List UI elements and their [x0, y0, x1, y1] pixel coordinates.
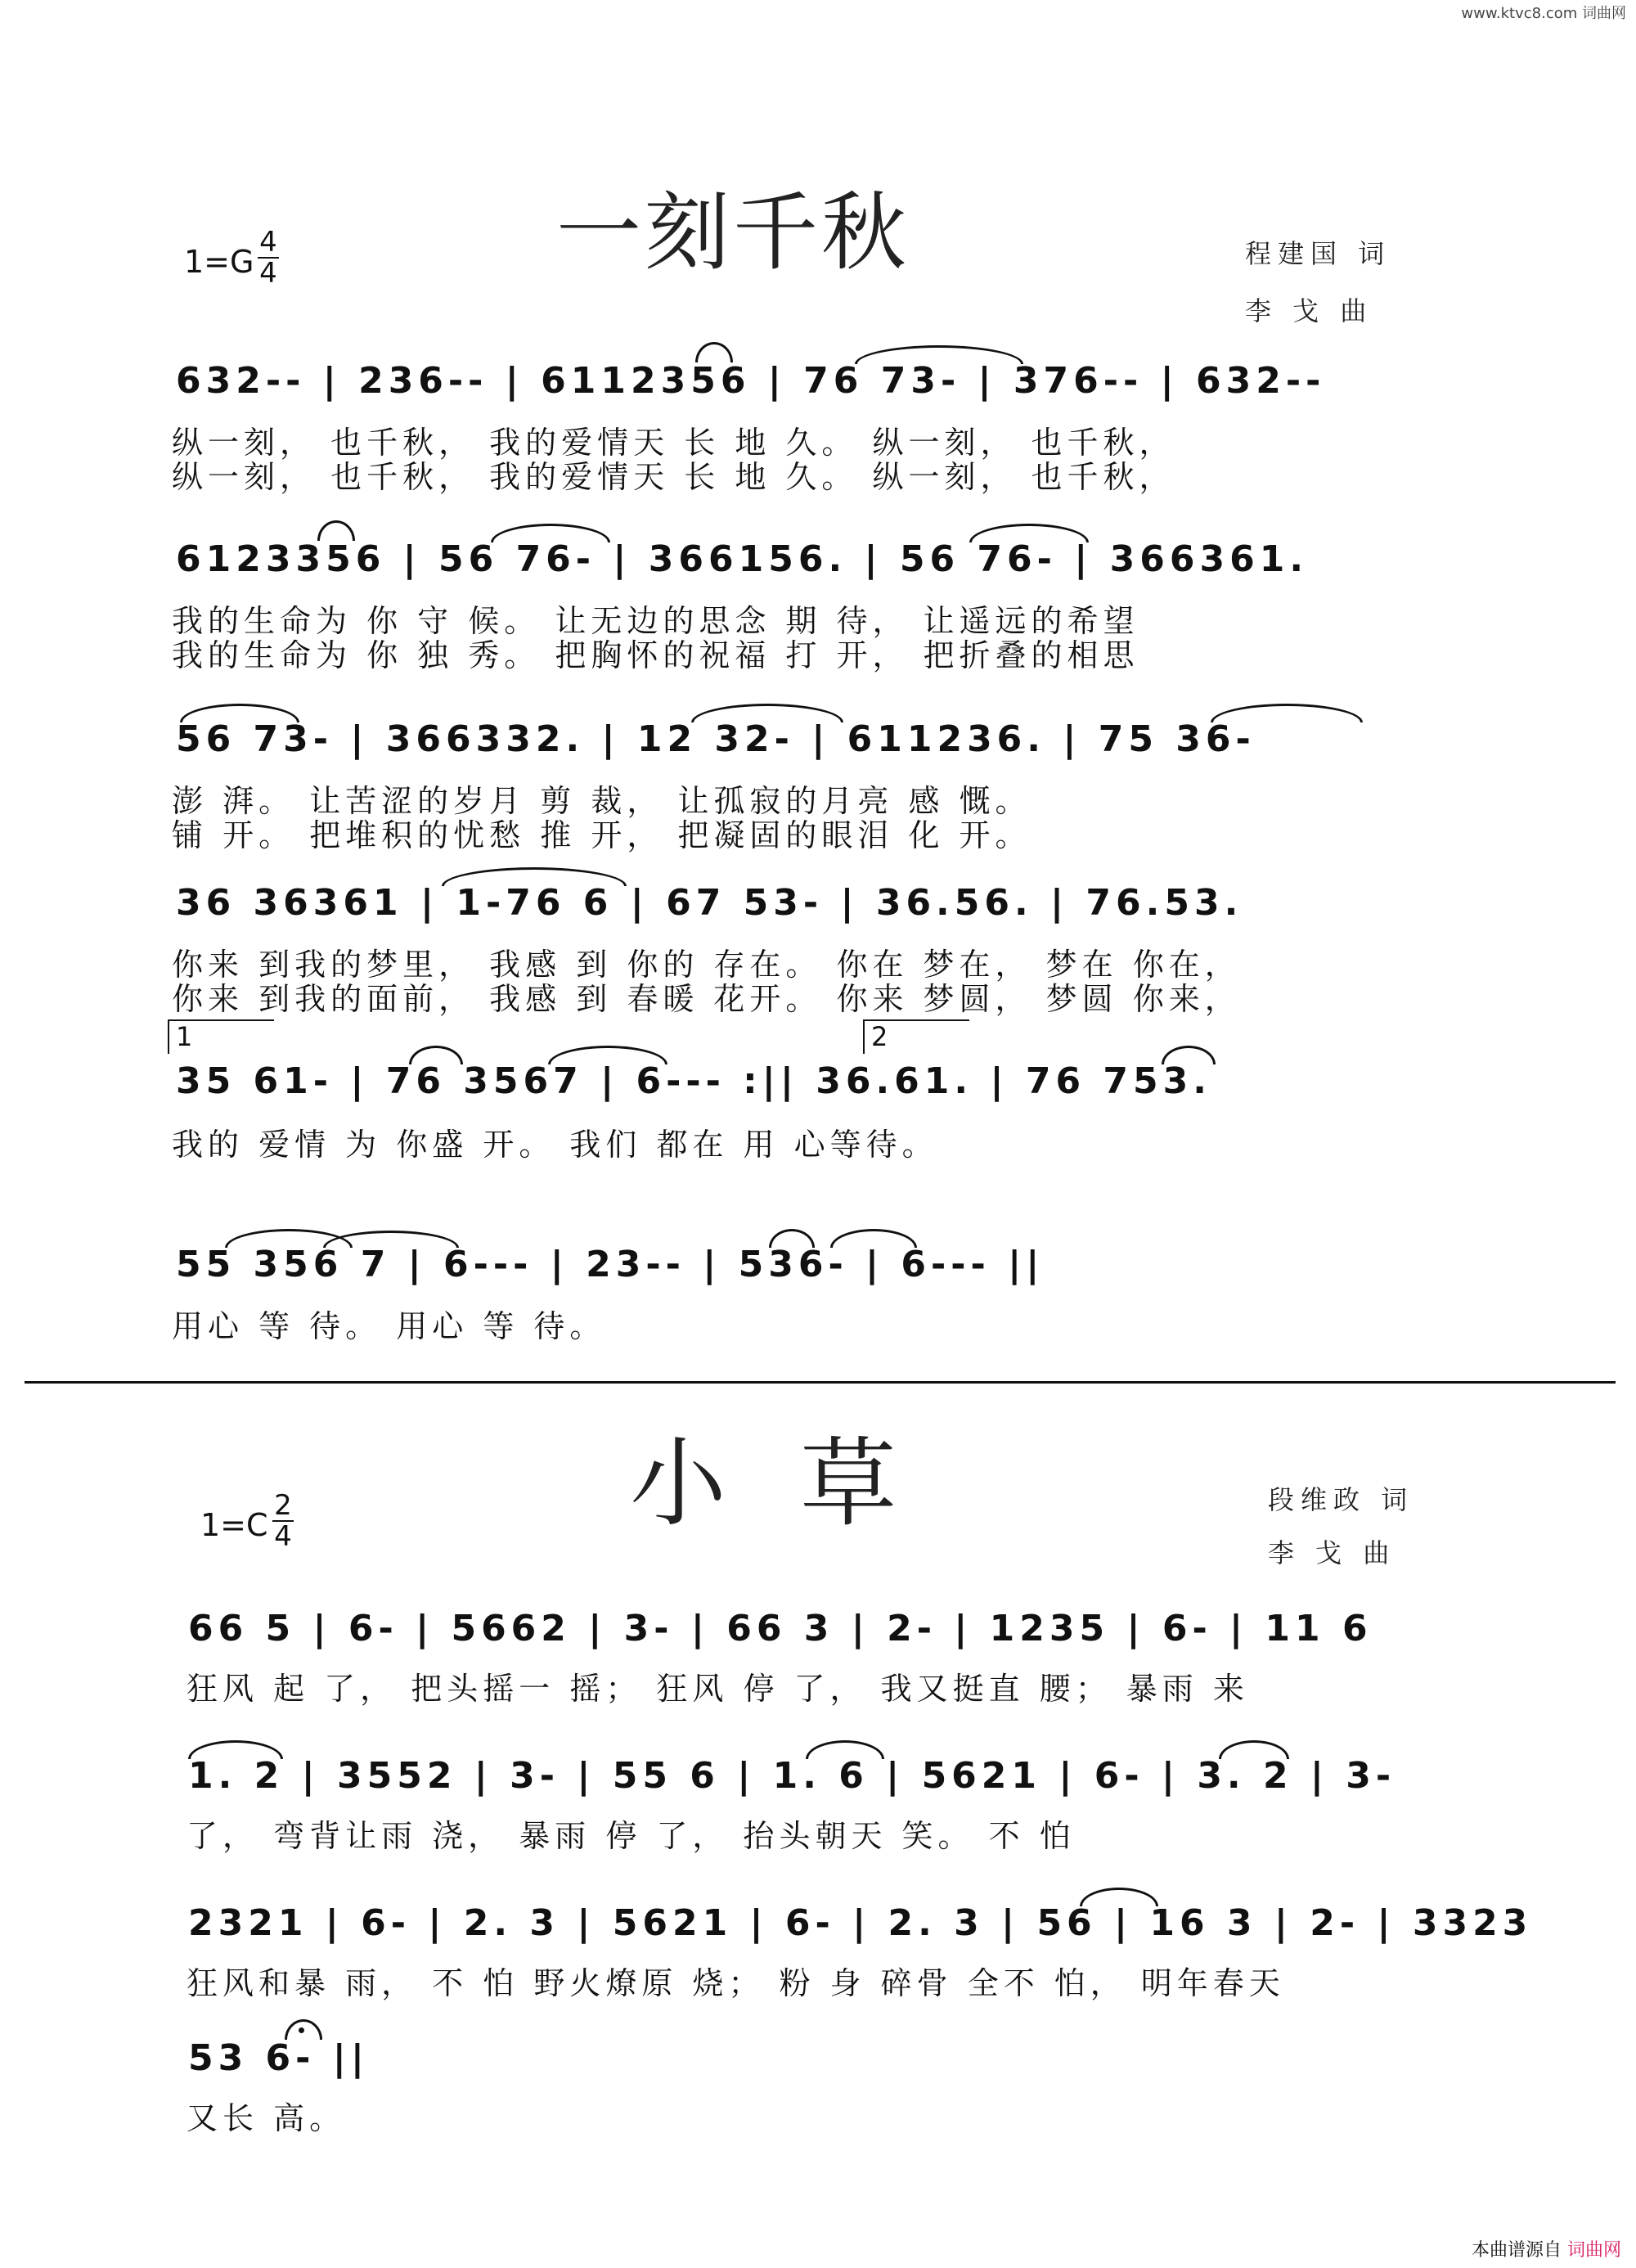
lyric-verse-2: 你来 到我的面前， 我感 到 春暖 花开。 你来 梦圆， 梦圆 你来， — [172, 981, 1241, 1017]
song-separator — [25, 1381, 1616, 1384]
footer-site-link[interactable]: 词曲网 — [1566, 2240, 1621, 2261]
lyric-verse-2: 铺 开。 把堆积的忧愁 推 开， 把凝固的眼泪 化 开。 — [172, 817, 1031, 853]
song2-row-1 — [164, 1608, 1456, 1707]
song2-lyricist: 段维政 词 — [1268, 1484, 1414, 1515]
lyric-verse-1: 狂风 起 了， 把头摇一 摇； 狂风 停 了， 我又挺直 腰； 暴雨 来 — [187, 1671, 1249, 1707]
volta-1: 1 — [168, 1019, 274, 1054]
footer-source — [1472, 2236, 1621, 2261]
song2-composer: 李 戈 曲 — [1268, 1537, 1396, 1568]
song1-row-1 — [164, 360, 1440, 495]
lyric-verse-1: 纵一刻， 也千秋， 我的爱情天 长 地 久。 纵一刻， 也千秋， — [172, 425, 1175, 461]
notation-line: 55 356 7 | 6--- | 23-- | 536- | 6--- || — [176, 1244, 1045, 1285]
lyric-verse-2: 我的生命为 你 独 秀。 把胸怀的祝福 打 开， 把折叠的相思 — [172, 637, 1139, 673]
song2-key: 1=C — [200, 1507, 268, 1543]
song2-row-2 — [164, 1755, 1456, 1854]
song1-key: 1=G — [184, 244, 254, 280]
notation-line: 2321 | 6- | 2. 3 | 5621 | 6- | 2. 3 | 56 | 16 3 | 2- | 3323 — [188, 1902, 1533, 1944]
song1-row-6 — [164, 1244, 1309, 1344]
lyric-verse-1: 我的 爱情 为 你盛 开。 我们 都在 用 心等待。 — [172, 1127, 938, 1163]
lyric-verse-1: 用心 等 待。 用心 等 待。 — [172, 1308, 606, 1344]
notation-line: 36 36361 | 1-76 6 | 67 53- | 36.56. | 76.53. — [176, 882, 1243, 924]
notation-line: 53 6- || — [188, 2037, 369, 2079]
lyric-verse-1: 我的生命为 你 守 候。 让无边的思念 期 待， 让遥远的希望 — [172, 603, 1139, 639]
song1-row-2 — [164, 538, 1440, 673]
lyric-verse-1: 澎 湃。 让苦涩的岁月 剪 裁， 让孤寂的月亮 感 慨。 — [172, 783, 1031, 819]
notation-line: 66 5 | 6- | 5662 | 3- | 66 3 | 2- | 1235 | 6- | 11 6 — [188, 1608, 1373, 1649]
song1-time-bottom: 4 — [259, 257, 277, 290]
volta-2: 2 — [863, 1019, 969, 1054]
song2-time-top: 2 — [274, 1489, 292, 1522]
song2-row-3 — [164, 1902, 1533, 2001]
song2-title: 小草 — [630, 1427, 971, 1540]
notation-line: 56 73- | 366332. | 12 32- | 611236. | 75 36- — [176, 718, 1256, 760]
notation-line: 1. 2 | 3552 | 3- | 55 6 | 1. 6 | 5621 | 6- | 3. 2 | 3- — [188, 1755, 1396, 1797]
song1-composer: 李 戈 曲 — [1245, 295, 1373, 326]
song1-row-5 — [164, 1021, 1440, 1163]
song1-time-top: 4 — [259, 226, 277, 259]
song1-row-3 — [164, 718, 1440, 853]
song1-lyricist: 程建国 词 — [1245, 238, 1391, 269]
song1-row-4 — [164, 882, 1440, 1017]
song2-row-4 — [164, 2037, 654, 2136]
song2-time-signature — [272, 1491, 294, 1551]
lyric-verse-1: 你来 到我的梦里， 我感 到 你的 存在。 你在 梦在， 梦在 你在， — [172, 947, 1241, 983]
notation-line: 35 61- | 76 3567 | 6--- :|| 36.61. | 76 753. — [176, 1060, 1211, 1102]
footer-source-label: 本曲谱源自 — [1471, 2240, 1562, 2261]
song2-time-bottom: 4 — [274, 1520, 292, 1553]
lyric-verse-1: 了， 弯背让雨 浇， 暴雨 停 了， 抬头朝天 笑。 不 怕 — [187, 1818, 1076, 1854]
song1-time-signature — [258, 227, 279, 288]
lyric-verse-2: 纵一刻， 也千秋， 我的爱情天 长 地 久。 纵一刻， 也千秋， — [172, 459, 1175, 495]
notation-line: 6123356 | 56 76- | 366156. | 56 76- | 366361. — [176, 538, 1309, 580]
lyric-verse-1: 又长 高。 — [187, 2100, 346, 2136]
song1-title: 一刻千秋 — [556, 182, 910, 282]
watermark-top: www.ktvc8.com 词曲网 — [1461, 5, 1626, 22]
notation-line: 632-- | 236-- | 6112356 | 76 73- | 376-- | 632-- — [176, 360, 1326, 402]
lyric-verse-1: 狂风和暴 雨， 不 怕 野火燎原 烧； 粉 身 碎骨 全不 怕， 明年春天 — [187, 1965, 1285, 2001]
